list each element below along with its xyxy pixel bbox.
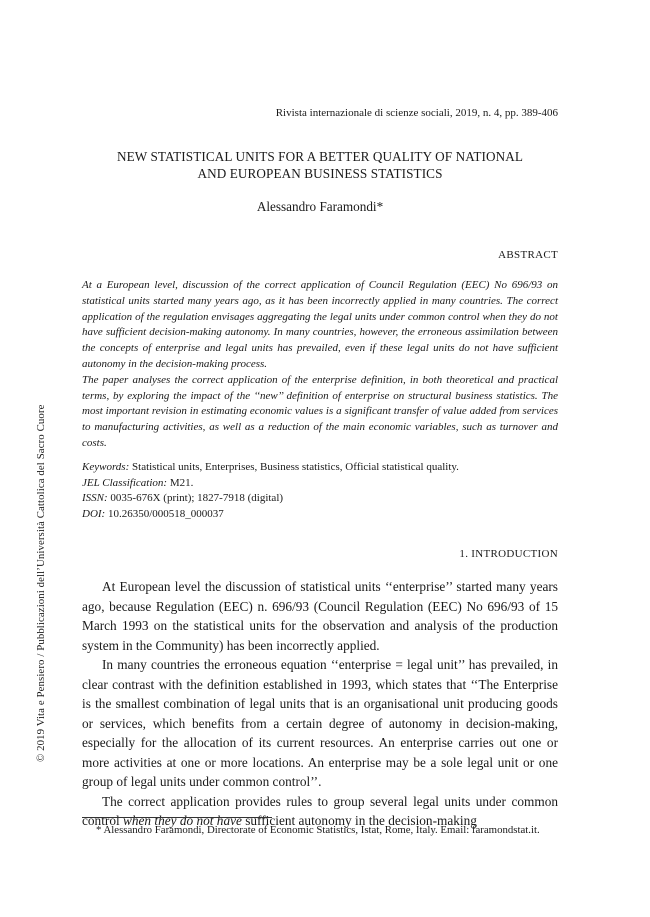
copyright-notice: © 2019 Vita e Pensiero / Pubblicazioni dell’Università Cattolica del Sacro Cuore (35, 404, 47, 762)
keywords-label: Keywords: (82, 461, 130, 473)
jel-row (82, 476, 558, 492)
issn-row (82, 491, 558, 507)
intro-paragraph-3-end: sufficient autonomy in the decision-making (241, 813, 477, 828)
introduction-body (82, 577, 558, 831)
keywords-value: Statistical units, Enterprises, Business statistics, Official statistical quality. (132, 461, 459, 473)
issn-value: 0035-676X (print); 1827-7918 (digital) (110, 492, 284, 504)
journal-citation: Rivista internazionale di scienze sociali, 2019, n. 4, pp. 389-406 (275, 107, 558, 119)
doi-value: 10.26350/000518_000037 (107, 507, 224, 520)
intro-paragraph-2: In many countries the erroneous equation ‘‘enterprise = legal unit’’ has prevailed, in clear contrast with the definition established in 1993, which states that ‘‘The Enterprise is the smallest combination of legal units that is an organisational unit producing goods or services, which benefits from a certain degree of autonomy in decision-making, especially for the allocation of its current resources. An enterprise carries out one or more activities at one or more locations. An enterprise may be a sole legal unit or one group of legal units under common control’’. (82, 657, 558, 789)
intro-paragraph-3-start: The correct application provides rules to group several legal units under common control (82, 793, 558, 828)
article-title (82, 148, 558, 182)
issn-label: ISSN: (82, 492, 108, 504)
doi-row (82, 507, 558, 523)
footnote-divider (82, 817, 272, 818)
keywords-row (82, 460, 558, 476)
author-name: Alessandro Faramondi* (256, 199, 384, 214)
title-line-1: NEW STATISTICAL UNITS FOR A BETTER QUALITY OF NATIONAL (116, 149, 524, 164)
abstract-paragraph-1: At a European level, discussion of the correct application of Council Regulation (EEC) No 696/93 on statistical units started many years ago, as it has been incorrectly applied in many countries. The correct application of the regulation envisages aggregating the legal units under common control when they do not have sufficient decision-making autonomy. In many countries, however, the erroneous assimilation between the concepts of enterprise and legal units has prevailed, even if these legal units do not have sufficient autonomy in the decision-making process. (82, 279, 558, 370)
footnote (82, 823, 558, 839)
abstract-paragraph-2: The paper analyses the correct application of the enterprise definition, in both theoretical and practical terms, by exploring the impact of the ‘‘new’’ definition of enterprise on structural business statistics. The most important revision in estimating economic values is a significant transfer of value added from services to manufacturing activities, as well as a reduction of the main economic variables, such as turnover and costs. (82, 373, 558, 449)
abstract-heading: ABSTRACT (498, 249, 558, 261)
intro-paragraph-3-emphasis: when they do not have (123, 813, 242, 828)
intro-paragraph-1: At European level the discussion of statistical units ‘‘enterprise’’ started many years ago, because Regulation (EEC) n. 696/93 (Council Regulation (EEC) No 696/93 of 15 March 1993 on the statistical units for the observation and analysis of the production system in the Community) has been incorrectly applied. (82, 579, 558, 653)
doi-label: DOI: (82, 507, 106, 520)
jel-value: M21. (169, 476, 194, 489)
introduction-heading: 1. INTRODUCTION (459, 548, 558, 560)
footnote-text: * Alessandro Faramondi, Directorate of Economic Statistics, Istat, Rome, Italy. Email: faramondstat.it. (96, 824, 540, 836)
article-metadata (82, 460, 558, 522)
title-line-2: AND EUROPEAN BUSINESS STATISTICS (197, 166, 443, 181)
jel-label: JEL Classification: (82, 476, 168, 489)
abstract-body (82, 278, 558, 452)
